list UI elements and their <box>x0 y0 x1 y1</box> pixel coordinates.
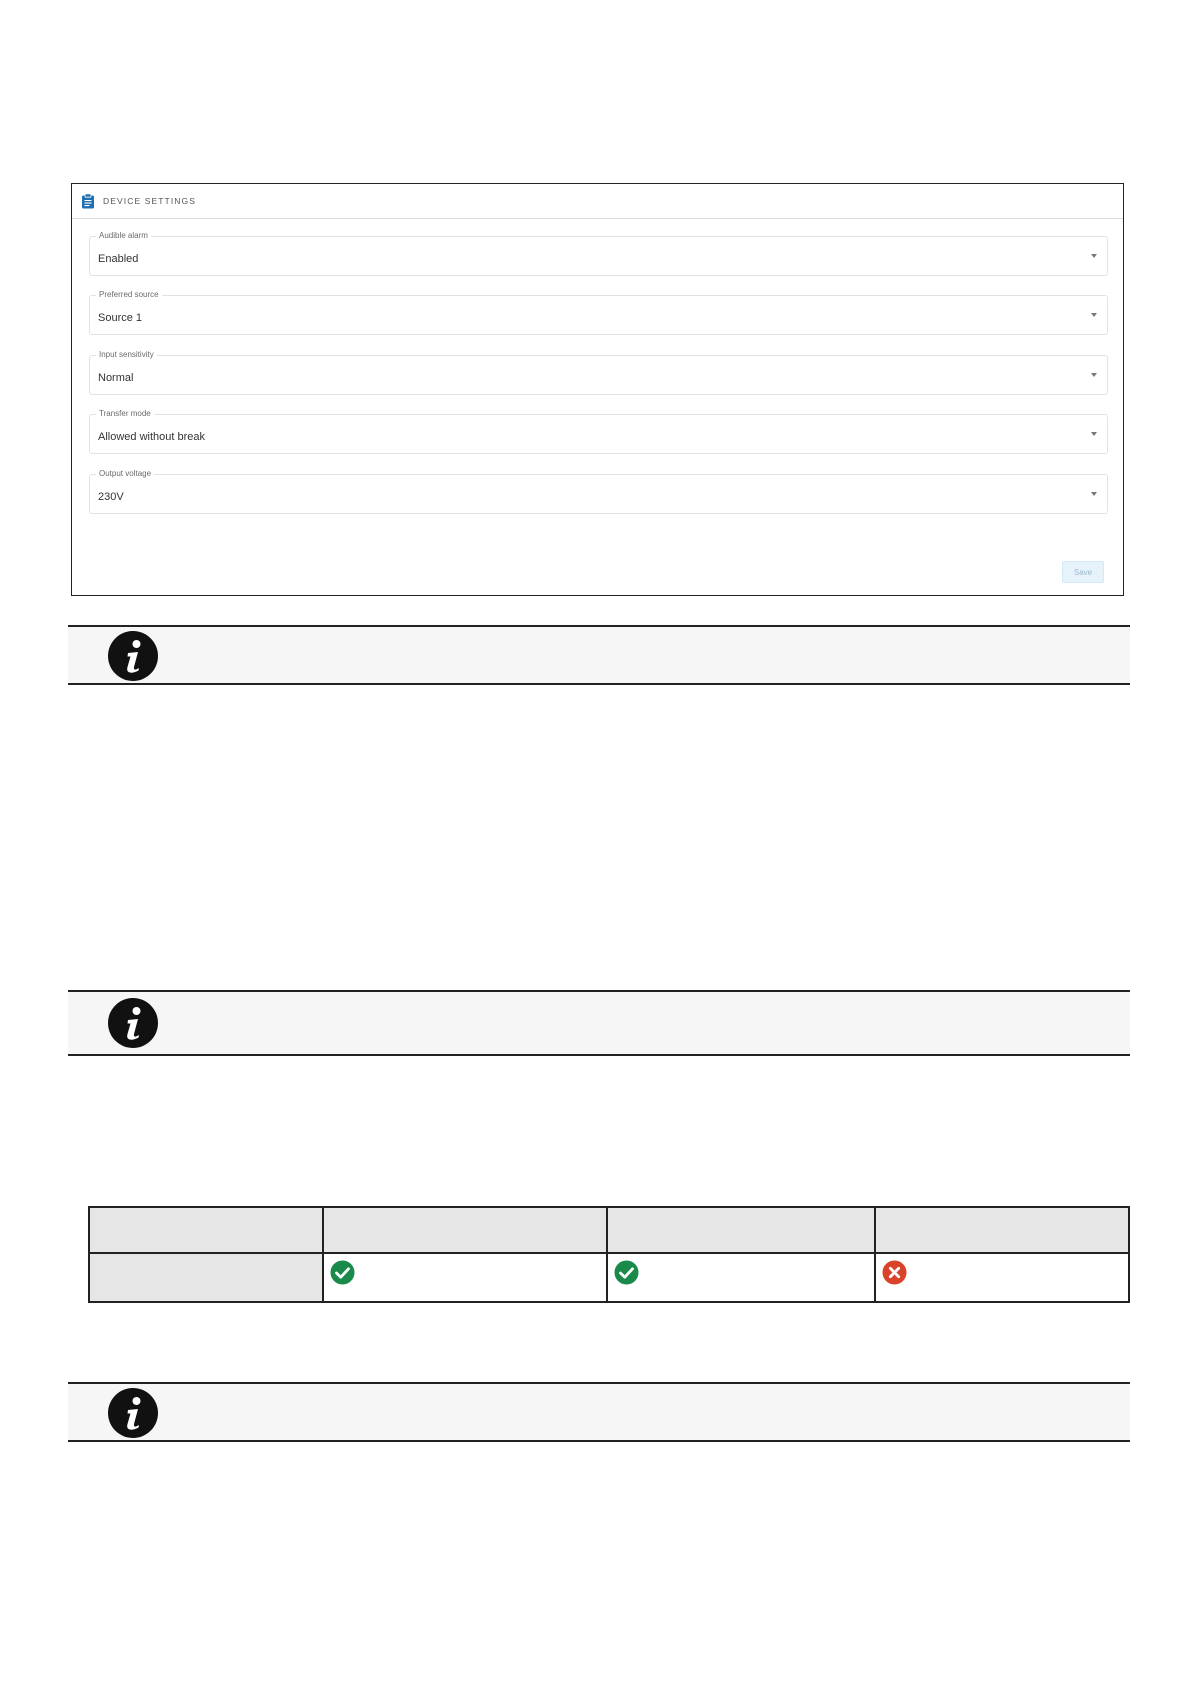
caret-down-icon <box>1091 373 1097 377</box>
table-cell <box>606 1254 874 1301</box>
note-box <box>68 1382 1130 1442</box>
table-row <box>90 1254 1128 1301</box>
field-label: Audible alarm <box>96 230 151 242</box>
note-box <box>68 990 1130 1056</box>
field-value: Allowed without break <box>98 431 206 443</box>
table-header-cell <box>90 1208 322 1252</box>
info-icon <box>108 998 158 1048</box>
field-label: Input sensitivity <box>96 349 157 361</box>
table-cell <box>874 1254 1128 1301</box>
caret-down-icon <box>1091 254 1097 258</box>
caret-down-icon <box>1091 492 1097 496</box>
check-icon <box>614 1260 639 1285</box>
clipboard-icon <box>81 193 95 209</box>
info-icon <box>108 631 158 681</box>
audible-alarm-select[interactable] <box>89 231 1108 276</box>
input-sensitivity-select[interactable] <box>89 350 1108 395</box>
field-label: Transfer mode <box>96 408 154 420</box>
table-cell <box>322 1254 606 1301</box>
table-header-cell <box>874 1208 1128 1252</box>
save-button[interactable]: Save <box>1062 561 1104 583</box>
preferred-source-select[interactable] <box>89 290 1108 335</box>
transfer-mode-select[interactable] <box>89 409 1108 454</box>
cross-icon <box>882 1260 907 1285</box>
caret-down-icon <box>1091 432 1097 436</box>
caret-down-icon <box>1091 313 1097 317</box>
field-value: Enabled <box>98 253 139 265</box>
table-row-header-cell <box>90 1254 322 1301</box>
compatibility-table <box>88 1206 1130 1303</box>
output-voltage-select[interactable] <box>89 469 1108 514</box>
table-header-cell <box>322 1208 606 1252</box>
table-header-row <box>90 1208 1128 1254</box>
info-icon <box>108 1388 158 1438</box>
field-label: Output voltage <box>96 468 154 480</box>
table-header-cell <box>606 1208 874 1252</box>
device-settings-panel <box>71 183 1124 596</box>
field-value: 230V <box>98 491 124 503</box>
field-label: Preferred source <box>96 289 162 301</box>
note-box <box>68 625 1130 685</box>
panel-header <box>72 184 1123 219</box>
field-value: Source 1 <box>98 312 143 324</box>
check-icon <box>330 1260 355 1285</box>
panel-title: DEVICE SETTINGS <box>103 196 197 206</box>
field-value: Normal <box>98 372 134 384</box>
